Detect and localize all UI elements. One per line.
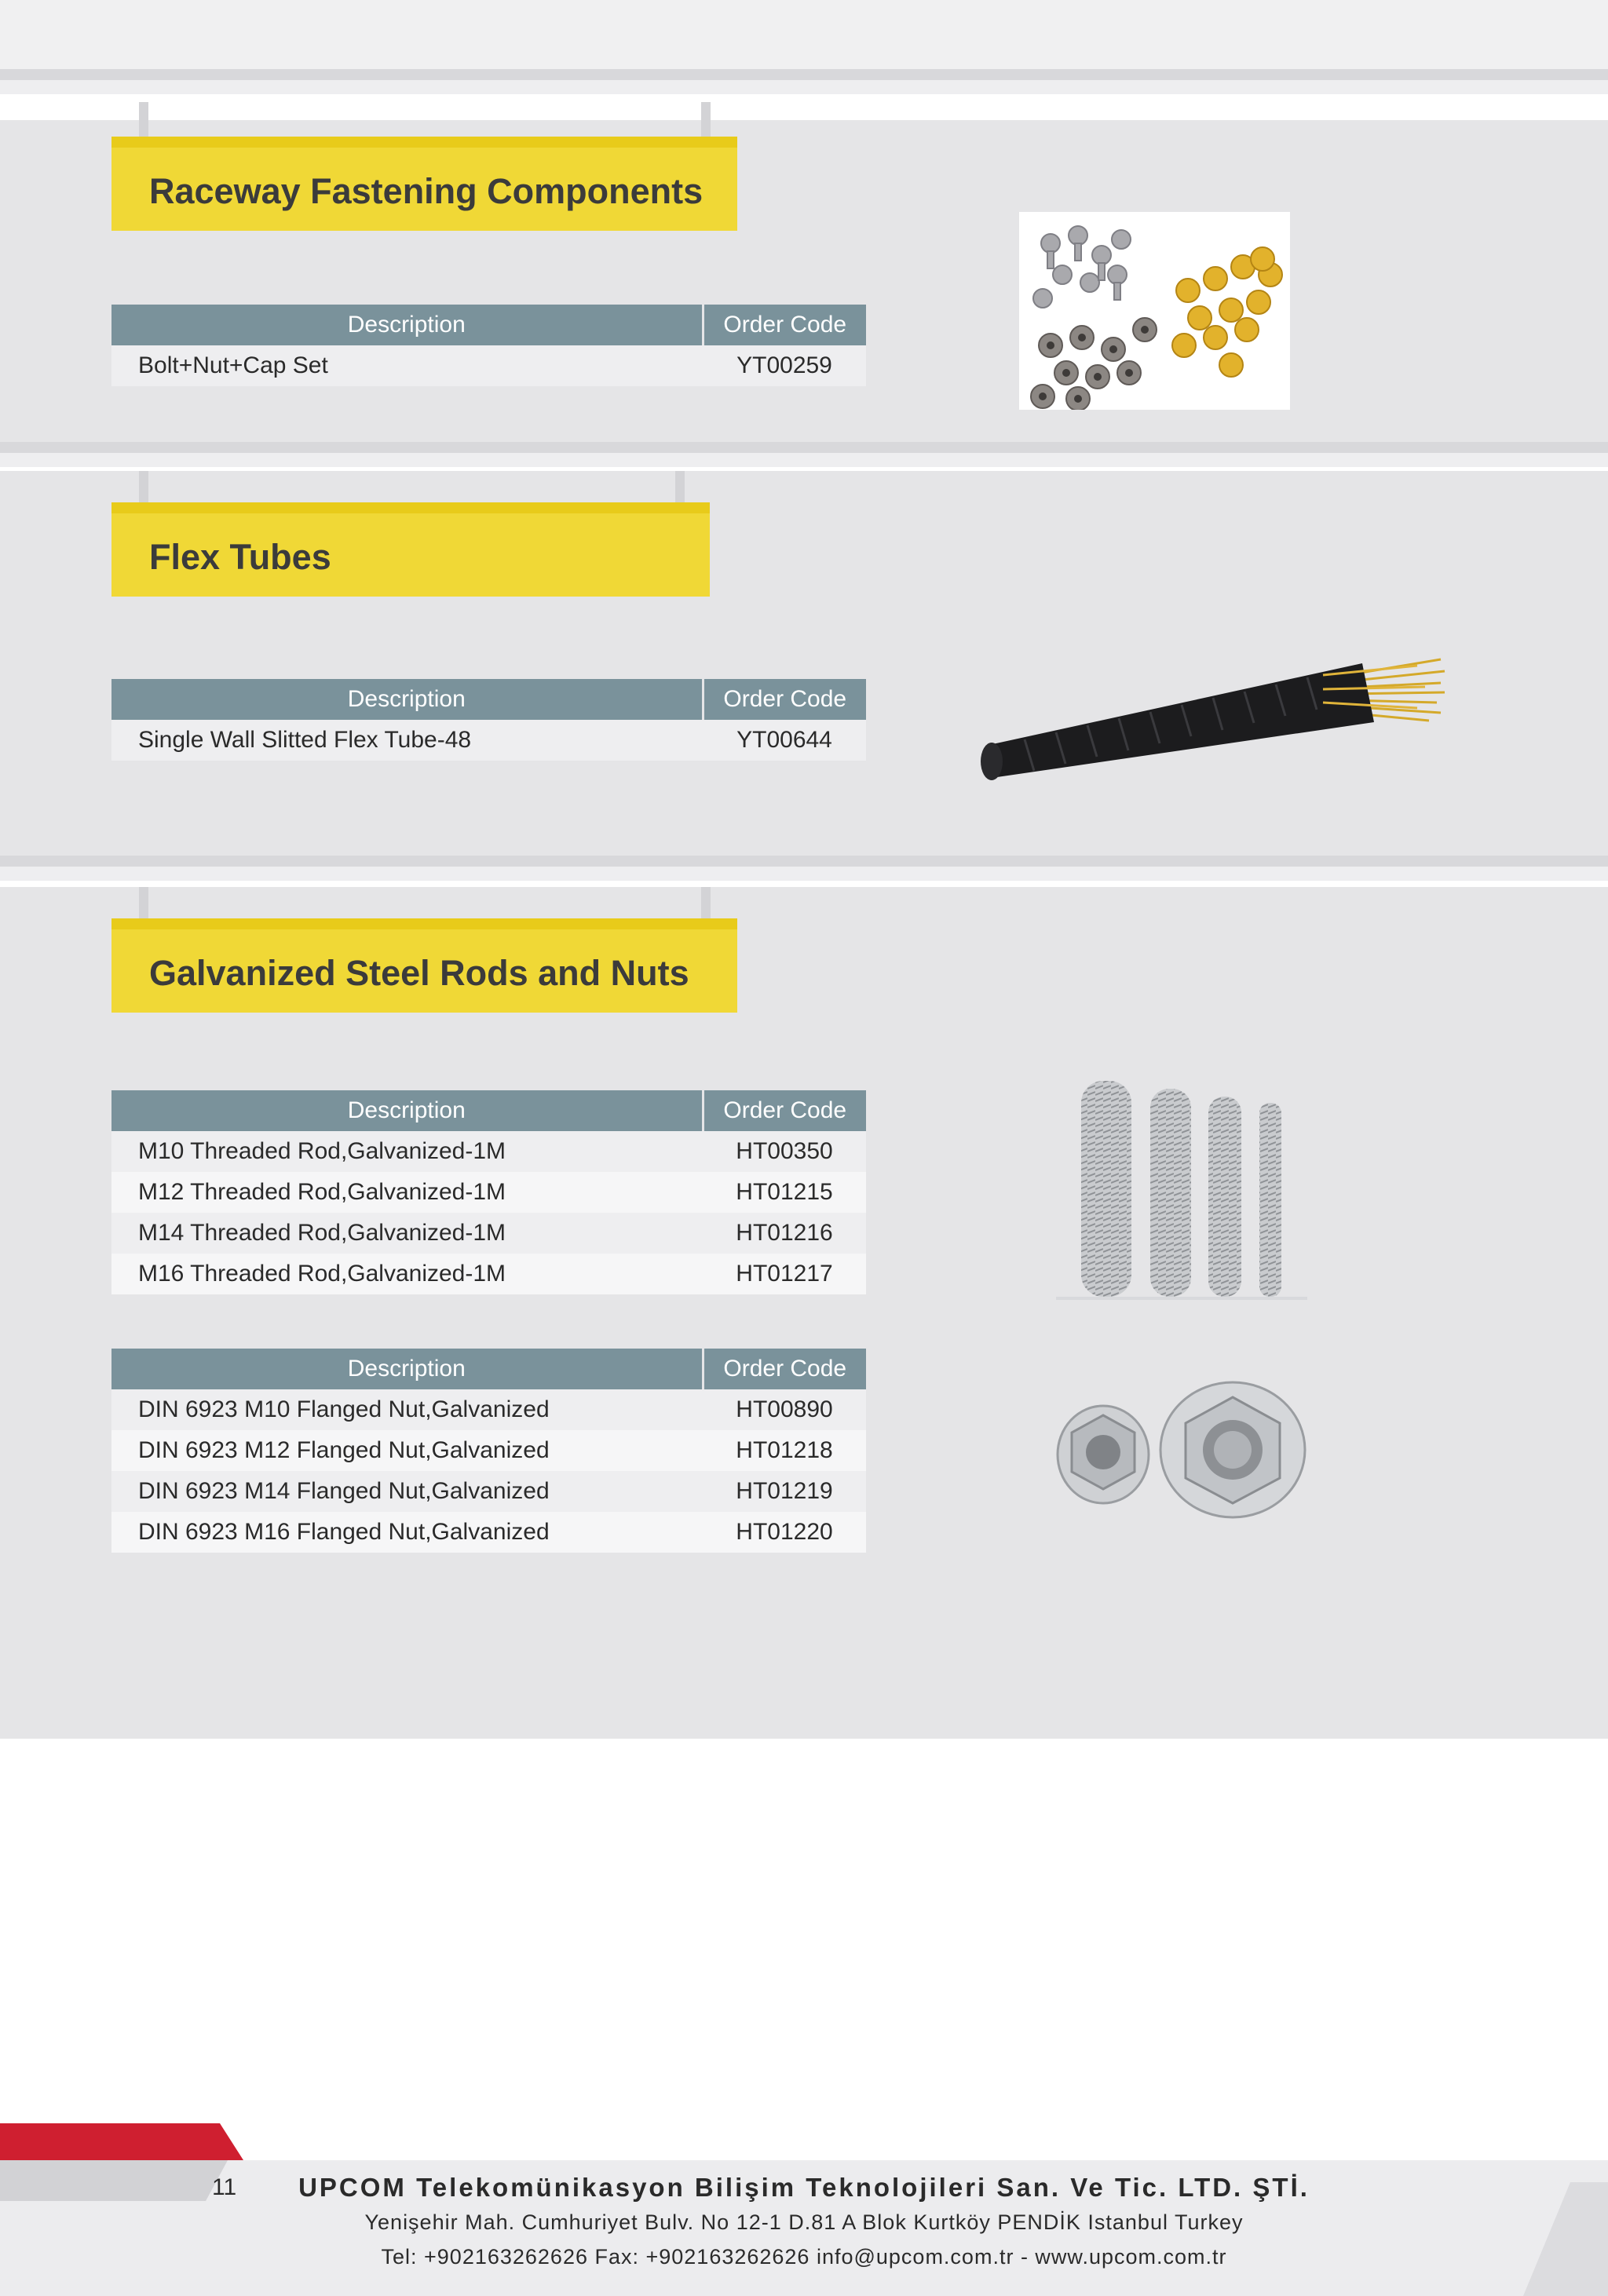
- company-contact: Tel: +902163262626 Fax: +902163262626 info@upcom.com.tr - www.upcom.com.tr: [381, 2245, 1227, 2269]
- column-header-order-code: Order Code: [703, 1090, 866, 1131]
- shelf-rail-light: [0, 453, 1608, 467]
- section-title-sign: [111, 918, 737, 1013]
- sign-top-strip: [111, 502, 710, 513]
- table-row: [111, 1389, 866, 1430]
- product-description: M12 Threaded Rod,Galvanized-1M: [111, 1172, 703, 1213]
- flex-tube-photo: [978, 644, 1449, 785]
- column-header-description: Description: [111, 679, 703, 720]
- product-description: DIN 6923 M14 Flanged Nut,Galvanized: [111, 1471, 703, 1512]
- sign-hook: [701, 887, 711, 922]
- product-description: DIN 6923 M10 Flanged Nut,Galvanized: [111, 1389, 703, 1430]
- bolt-nut-cap-set-photo: [1019, 212, 1290, 410]
- sign-top-strip: [111, 137, 737, 148]
- table-row: [111, 1131, 866, 1172]
- shelf-rail: [0, 856, 1608, 867]
- order-code: YT00644: [703, 720, 866, 761]
- table-row: [111, 1430, 866, 1471]
- section-title: Galvanized Steel Rods and Nuts: [149, 953, 689, 993]
- column-header-order-code: Order Code: [703, 1349, 866, 1389]
- section-title-sign: [111, 137, 737, 231]
- product-description: M10 Threaded Rod,Galvanized-1M: [111, 1131, 703, 1172]
- section-title: Flex Tubes: [149, 537, 331, 577]
- table-row: [111, 1512, 866, 1553]
- sign-hook: [675, 471, 685, 506]
- column-header-description: Description: [111, 1090, 703, 1131]
- table-row: [111, 720, 866, 761]
- top-band: [0, 0, 1608, 71]
- sign-hook: [139, 471, 148, 506]
- product-description: Bolt+Nut+Cap Set: [111, 345, 703, 386]
- table-row: [111, 345, 866, 386]
- order-code: HT01216: [703, 1213, 866, 1254]
- column-header-description: Description: [111, 1349, 703, 1389]
- product-description: DIN 6923 M16 Flanged Nut,Galvanized: [111, 1512, 703, 1553]
- order-code: HT01219: [703, 1471, 866, 1512]
- product-table: [111, 679, 866, 761]
- sign-top-strip: [111, 918, 737, 929]
- table-row: [111, 1471, 866, 1512]
- sign-hook: [139, 102, 148, 137]
- column-header-description: Description: [111, 305, 703, 345]
- order-code: HT01215: [703, 1172, 866, 1213]
- order-code: HT00890: [703, 1389, 866, 1430]
- sign-hook: [701, 102, 711, 137]
- order-code: HT01218: [703, 1430, 866, 1471]
- column-header-order-code: Order Code: [703, 679, 866, 720]
- product-table: [111, 1349, 866, 1553]
- product-description: M14 Threaded Rod,Galvanized-1M: [111, 1213, 703, 1254]
- column-header-order-code: Order Code: [703, 305, 866, 345]
- section-title: Raceway Fastening Components: [149, 171, 704, 211]
- order-code: HT00350: [703, 1131, 866, 1172]
- table-row: [111, 1172, 866, 1213]
- order-code: HT01217: [703, 1254, 866, 1294]
- section-panel-steel-rods: [0, 887, 1608, 1739]
- shelf-rail-light: [0, 80, 1608, 94]
- company-address: Yenişehir Mah. Cumhuriyet Bulv. No 12-1 D.81 A Blok Kurtköy PENDİK Istanbul Turkey: [364, 2210, 1244, 2234]
- order-code: YT00259: [703, 345, 866, 386]
- section-title-sign: [111, 502, 710, 597]
- product-description: DIN 6923 M12 Flanged Nut,Galvanized: [111, 1430, 703, 1471]
- product-description: Single Wall Slitted Flex Tube-48: [111, 720, 703, 761]
- page-number: 11: [212, 2174, 237, 2200]
- sign-hook: [139, 887, 148, 922]
- table-row: [111, 1213, 866, 1254]
- table-row: [111, 1254, 866, 1294]
- shelf-rail: [0, 69, 1608, 80]
- shelf-rail-light: [0, 867, 1608, 881]
- flanged-nuts-photo: [1052, 1378, 1319, 1519]
- shelf-rail: [0, 442, 1608, 453]
- company-name: UPCOM Telekomünikasyon Bilişim Teknolojileri San. Ve Tic. LTD. ŞTİ.: [298, 2173, 1310, 2202]
- product-table: [111, 305, 866, 386]
- threaded-rods-photo: [1048, 1071, 1315, 1307]
- footer-red-accent: [0, 2123, 243, 2160]
- product-description: M16 Threaded Rod,Galvanized-1M: [111, 1254, 703, 1294]
- order-code: HT01220: [703, 1512, 866, 1553]
- product-table: [111, 1090, 866, 1294]
